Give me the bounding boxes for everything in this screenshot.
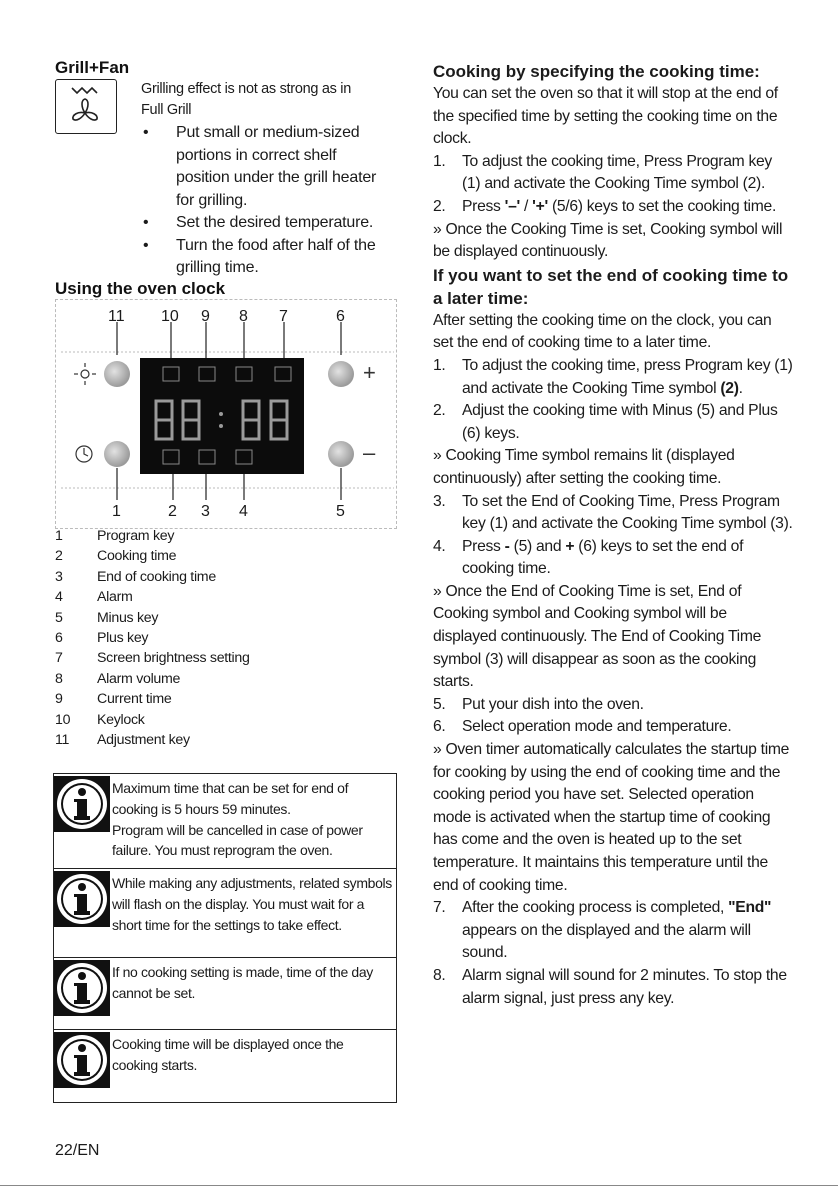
info-notes-table (53, 773, 397, 1103)
oven-clock-title: Using the oven clock (55, 279, 226, 298)
callout-7: 7 (279, 308, 288, 325)
legend-row (55, 732, 315, 752)
step-text: To adjust the cooking time, press Program key (1) and activate the Cooking Time symbol (462, 356, 793, 397)
info-note (54, 869, 396, 958)
grill-fan-description: Grilling effect is not as strong as in Full Grill (141, 81, 351, 118)
grill-fan-icon (55, 79, 117, 134)
legend-number: 11 (55, 731, 70, 748)
info-icon (54, 960, 110, 1016)
callout-1: 1 (112, 503, 121, 520)
callout-9: 9 (201, 308, 210, 325)
legend-row (55, 712, 315, 732)
legend-number: 4 (55, 589, 63, 606)
info-text-line: Cooking time will be displayed once the cooking starts. (112, 1036, 344, 1073)
step-list (433, 897, 793, 1010)
legend-row (55, 691, 315, 711)
minus-key-label: '–' (504, 197, 520, 215)
note: » Once the Cooking Time is set, Cooking symbol will be displayed continuously. (433, 220, 783, 261)
step-list (433, 151, 793, 219)
legend-number: 8 (55, 670, 63, 687)
step-number: 3. (433, 492, 446, 510)
plus-symbol: + (363, 360, 376, 385)
step-text: appears on the displayed and the alarm will sound. (462, 921, 751, 962)
legend-row (55, 528, 315, 548)
plus-key-label: '+' (532, 197, 548, 215)
step-item (433, 897, 793, 965)
legend-number: 2 (55, 548, 63, 565)
paragraph: After setting the cooking time on the clock, you can set the end of cooking time to a later time. (433, 311, 772, 352)
minus-key-label: - (504, 537, 510, 555)
legend-label: Program key (97, 528, 175, 544)
legend-number: 7 (55, 650, 63, 667)
step-item (433, 196, 793, 219)
step-list (433, 694, 793, 739)
legend-row (55, 548, 315, 568)
grill-fan-bullets (141, 122, 381, 280)
step-number: 1. (433, 152, 446, 170)
step-item (433, 491, 793, 536)
step-item (433, 694, 793, 717)
info-text-line: Program will be cancelled in case of power failure. You must reprogram the oven. (112, 821, 363, 859)
legend-label: Alarm volume (97, 670, 181, 687)
legend-number: 9 (55, 691, 63, 708)
end-label: "End" (728, 899, 772, 917)
legend-label: Adjustment key (97, 731, 190, 748)
step-text: Adjust the cooking time with Minus (5) and Plus (6) keys. (462, 402, 778, 442)
legend-number: 5 (55, 609, 63, 626)
step-text: (5) and (509, 537, 566, 555)
step-text: (5/6) keys to set the cooking time. (547, 197, 776, 215)
info-note (54, 1030, 396, 1102)
section-heading-end-time: If you want to set the end of cooking time to a later time: (433, 265, 789, 308)
legend-row (55, 671, 315, 691)
legend-label: Plus key (97, 629, 149, 646)
info-icon (54, 871, 110, 927)
legend-row (55, 610, 315, 630)
step-text: To adjust the cooking time, Press Program key (1) and activate the Cooking Time symbol (2). (462, 152, 772, 193)
section-heading-cooking-time: Cooking by specifying the cooking time: (433, 62, 760, 81)
callout-2: 2 (168, 503, 177, 520)
step-list (433, 355, 793, 445)
step-number: 4. (433, 537, 446, 555)
symbol-ref: (2) (720, 379, 739, 397)
bottom-divider (0, 1185, 838, 1186)
step-item (433, 716, 793, 739)
paragraph: You can set the oven so that it will stop at the end of the specified time by setting the cooking time on the clock. (433, 85, 778, 148)
step-number: 7. (433, 899, 446, 917)
legend-number: 6 (55, 629, 63, 646)
minus-symbol: – (363, 440, 376, 465)
callout-8: 8 (239, 308, 248, 325)
callout-10: 10 (161, 308, 179, 325)
info-note (54, 774, 396, 869)
step-item (433, 400, 793, 445)
legend-label: Keylock (97, 711, 145, 728)
info-text-line: If no cooking setting is made, time of the day cannot be set. (112, 964, 373, 1001)
step-text: Select operation mode and temperature. (462, 718, 732, 736)
step-text: Press (462, 537, 505, 555)
step-text: . (738, 379, 743, 397)
step-text: Press (462, 197, 505, 215)
step-text: Alarm signal will sound for 2 minutes. To stop the alarm signal, just press any key. (462, 966, 787, 1007)
callout-6: 6 (336, 308, 345, 325)
step-number: 1. (433, 356, 446, 374)
note: » Oven timer automatically calculates the startup time for cooking by using the end of cooking time and the cooking period you have set. Selected operation mode is activated when the startup time of cooking has come and the oven is heated up to the set temperature. It maintains this temperature until the end of cooking time. (433, 741, 790, 894)
right-column (433, 60, 793, 1010)
grill-fan-title: Grill+Fan (55, 58, 130, 77)
legend-row (55, 650, 315, 670)
step-text: To set the End of Cooking Time, Press Program key (1) and activate the Cooking Time symbol (3). (462, 492, 793, 533)
step-item (433, 536, 793, 581)
step-number: 2. (433, 197, 446, 215)
info-note (54, 958, 396, 1030)
callout-4: 4 (239, 503, 248, 520)
legend-label: Minus key (97, 609, 159, 626)
page-number: 22/EN (55, 1142, 100, 1159)
oven-clock-panel-diagram (55, 299, 397, 529)
step-number: 2. (433, 402, 446, 420)
panel-legend (55, 528, 315, 752)
info-icon (54, 776, 110, 832)
info-text-line: While making any adjustments, related symbols will flash on the display. You must wait for a short time for the settings to take effect. (112, 875, 392, 933)
legend-label: Alarm (97, 589, 133, 606)
step-number: 5. (433, 695, 446, 713)
note: » Once the End of Cooking Time is set, End of Cooking symbol and Cooking symbol will be displayed continuously. The End of Cooking Time symbol (3) will disappear as soon as the cooking starts. (433, 582, 762, 691)
step-text: After the cooking process is completed, (462, 899, 729, 917)
step-item (433, 355, 793, 400)
legend-row (55, 630, 315, 650)
callout-5: 5 (336, 503, 345, 520)
legend-number: 3 (55, 568, 63, 585)
bullet-item: • Put small or medium-sized portions in correct shelf position under the grill heater for grilling. (141, 122, 381, 212)
grill-fan-description-block (141, 79, 381, 280)
callout-3: 3 (201, 503, 210, 520)
legend-row (55, 589, 315, 609)
info-text-line: Maximum time that can be set for end of cooking is 5 hours 59 minutes. (112, 780, 349, 817)
step-number: 6. (433, 718, 446, 736)
legend-number: 1 (55, 528, 63, 544)
step-text: / (519, 197, 533, 215)
legend-label: Cooking time (97, 548, 177, 565)
legend-number: 10 (55, 711, 71, 728)
legend-label: Current time (97, 691, 172, 708)
step-list (433, 491, 793, 581)
legend-label: Screen brightness setting (97, 650, 250, 667)
step-text: (6) keys to set the end of cooking time. (462, 537, 744, 578)
info-icon (54, 1032, 110, 1088)
legend-row (55, 569, 315, 589)
callout-11: 11 (108, 308, 125, 325)
bullet-item: • Turn the food after half of the grilling time. (141, 235, 381, 280)
bullet-item: • Set the desired temperature. (141, 212, 381, 235)
legend-label: End of cooking time (97, 568, 216, 585)
step-number: 8. (433, 966, 446, 984)
step-item (433, 965, 793, 1010)
plus-key-label: + (565, 537, 575, 555)
step-item (433, 151, 793, 196)
note: » Cooking Time symbol remains lit (displayed continuously) after setting the cooking time. (433, 447, 735, 487)
step-text: Put your dish into the oven. (462, 695, 644, 713)
